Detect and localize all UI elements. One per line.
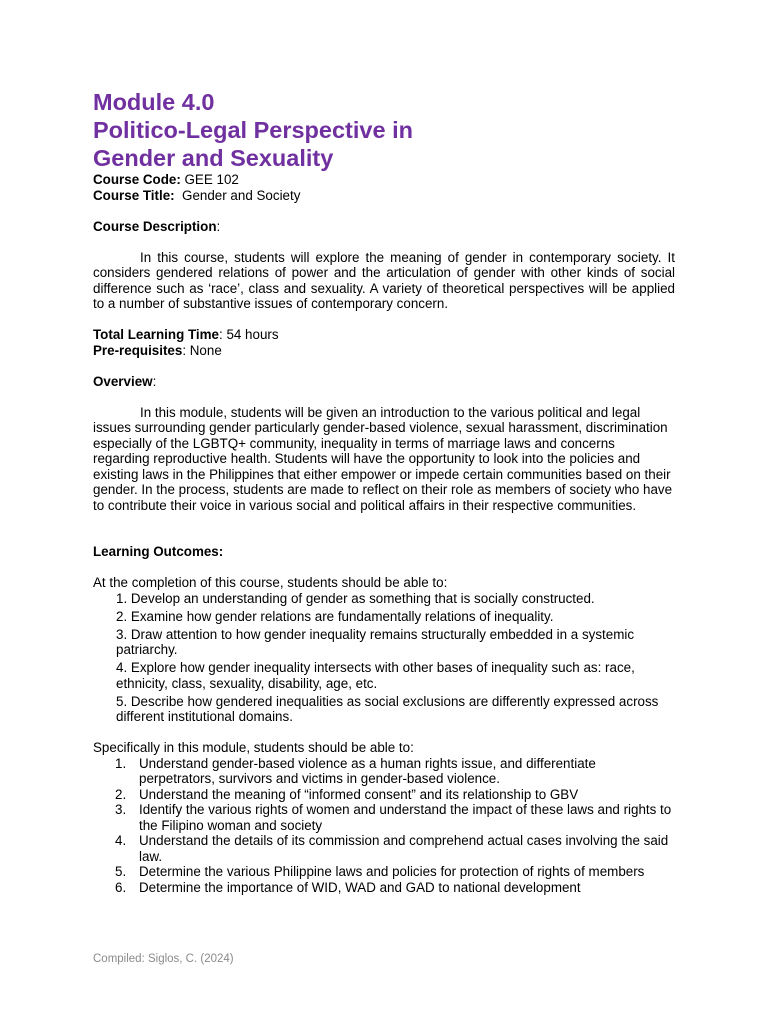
list-item: 2. Examine how gender relations are fundamentally relations of inequality. <box>116 608 554 624</box>
course-code-value: GEE 102 <box>180 172 239 187</box>
list-item: 3. Draw attention to how gender inequality remains structurally embedded in a systemic patriarchy. <box>116 626 635 658</box>
list-item-number: 5. <box>115 864 127 880</box>
list-item-text: Understand gender-based violence as a human rights issue, and differentiate perpetrators, survivors and victims in gender-based violence. <box>139 755 596 787</box>
list-item <box>93 756 675 787</box>
list-item-number: 4. <box>115 833 127 849</box>
overview-text: In this module, students will be given an introduction to the various political and legal issues surrounding gender particularly gender-based violence, sexual harassment, discrimination especially of the LGBTQ+ community, inequality in terms of marriage laws and concerns regarding reproductive health. Students will have the opportunity to look into the policies and existing laws in the Philippines that either empower or impede certain communities based on their gender. In the process, students are made to reflect on their role as members of society who have to contribute their voice in various social and political affairs in their respective communities. <box>93 404 673 513</box>
prerequisites-label: Pre-requisites <box>93 342 183 358</box>
overview-heading <box>93 374 675 390</box>
footer-credit: Compiled: Siglos, C. (2024) <box>93 953 234 965</box>
list-item <box>93 787 675 803</box>
course-title-label: Course Title: <box>93 187 175 203</box>
module-title-line2: Gender and Sexuality <box>93 145 334 171</box>
list-item <box>93 833 675 864</box>
list-item <box>93 880 675 896</box>
learning-outcomes-heading: Learning Outcomes: <box>93 544 224 559</box>
total-learning-time-value: : 54 hours <box>219 327 279 342</box>
prerequisites <box>93 343 675 359</box>
list-item: 1. Develop an understanding of gender as something that is socially constructed. <box>116 590 595 606</box>
course-outcomes-list <box>93 591 675 725</box>
course-title <box>93 188 675 204</box>
list-item: 4. Explore how gender inequality intersects with other bases of inequality such as: race, ethnicity, class, sexuality, disability, age, etc. <box>116 660 635 691</box>
module-outcomes-list <box>93 756 675 896</box>
list-item-text: Understand the meaning of “informed consent” and its relationship to GBV <box>139 786 579 802</box>
total-learning-time <box>93 327 675 343</box>
list-item: 5. Describe how gendered inequalities as social exclusions are differently expressed across different institutional domains. <box>116 693 659 725</box>
module-outcomes-intro: Specifically in this module, students should be able to: <box>93 740 414 756</box>
list-item-number: 6. <box>115 879 127 895</box>
course-description-heading <box>93 219 675 235</box>
document-page <box>93 88 675 895</box>
overview-colon: : <box>152 373 157 389</box>
list-item-text: Understand the details of its commission and comprehend actual cases involving the said law. <box>139 833 669 864</box>
overview-label: Overview <box>93 373 153 389</box>
list-item-text: Identify the various rights of women and understand the impact of these laws and rights to the Filipino woman and society <box>139 802 672 833</box>
list-item <box>93 864 675 880</box>
course-title-value: Gender and Society <box>174 187 301 203</box>
list-item <box>93 802 675 833</box>
module-title-line1: Politico-Legal Perspective in <box>93 117 413 143</box>
list-item-text: Determine the various Philippine laws and policies for protection of rights of members <box>139 864 645 880</box>
module-title <box>93 88 675 172</box>
list-item-number: 2. <box>115 786 127 802</box>
course-description-colon: : <box>216 218 221 234</box>
list-item-text: Determine the importance of WID, WAD and GAD to national development <box>139 879 581 895</box>
course-outcomes-intro: At the completion of this course, students should be able to: <box>93 575 448 590</box>
list-item-number: 1. <box>115 755 127 771</box>
module-number: Module 4.0 <box>93 89 215 115</box>
course-description-label: Course Description <box>93 218 217 234</box>
course-code-label: Course Code: <box>93 172 181 187</box>
list-item-number: 3. <box>115 802 127 818</box>
course-description-text: In this course, students will explore the meaning of gender in contemporary society. It considers gendered relations of power and the articulation of gender with other kinds of social difference such as ‘race’, class and sexuality. A variety of theoretical perspectives will be applied to a number of substantive issues of contemporary concern. <box>93 249 675 311</box>
total-learning-time-label: Total Learning Time <box>93 327 219 342</box>
course-code <box>93 172 675 188</box>
prerequisites-value: : None <box>182 342 222 358</box>
